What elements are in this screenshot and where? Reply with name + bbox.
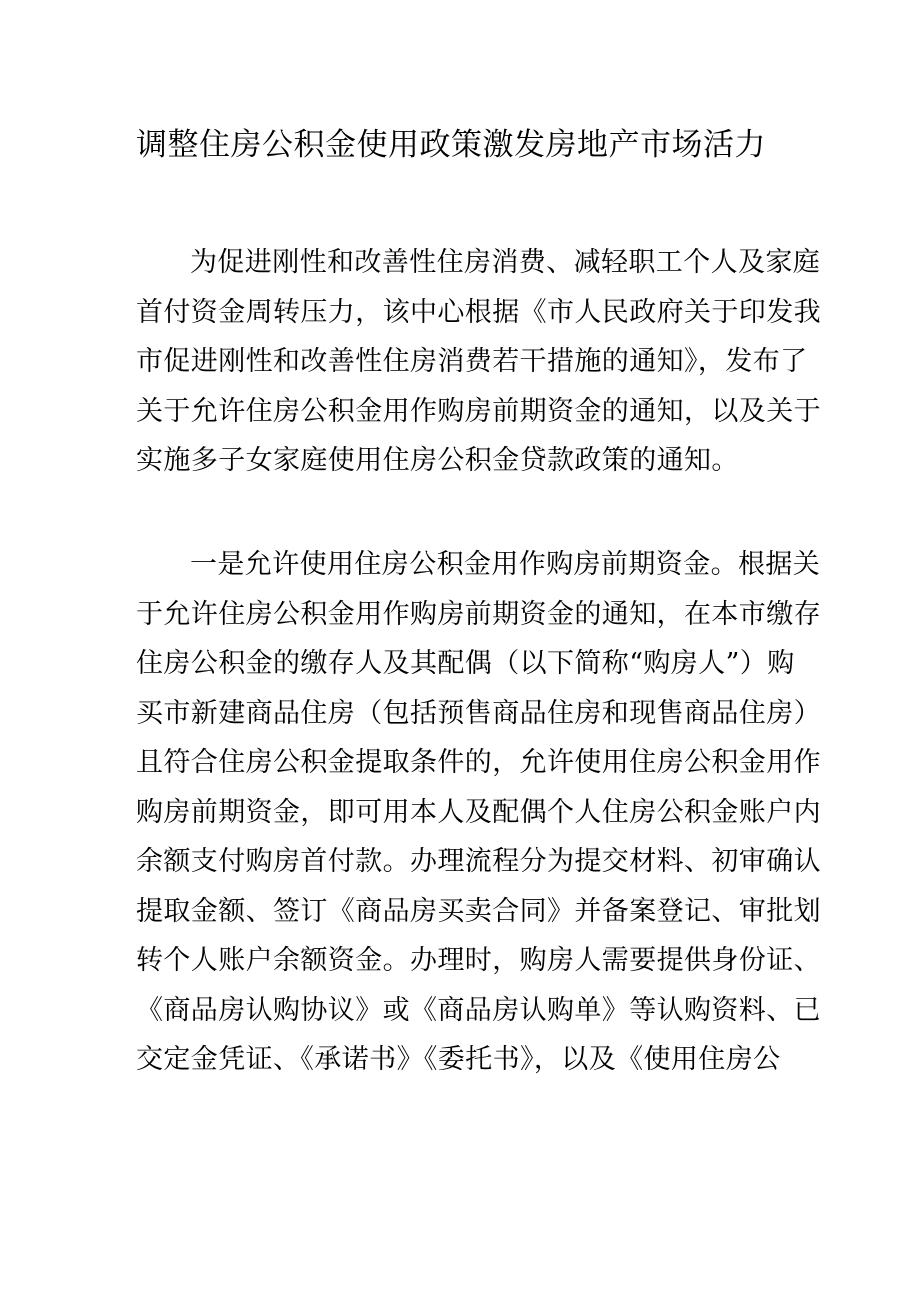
paragraph-line: 实施多子女家庭使用住房公积金贷款政策的通知。 [136,445,739,476]
paragraph-line: 转个人账户余额资金。办理时，购房人需要提供身份证、 [136,945,821,976]
paragraph-line: 购房前期资金，即可用本人及配偶个人住房公积金账户内 [136,796,821,828]
paragraph-line: 市促进刚性和改善性住房消费若干措施的通知》，发布了 [136,346,808,377]
paragraph-line: 《商品房认购协议》或《商品房认购单》等认购资料、已 [136,994,821,1026]
paragraph-line: 且符合住房公积金提取条件的，允许使用住房公积金用作 [136,747,821,778]
paragraph-line: 交定金凭证、《承诺书》《委托书》，以及《使用住房公 [136,1044,781,1075]
paragraph-line: 首付资金周转压力，该中心根据《市人民政府关于印发我 [136,296,821,328]
paragraph-policy-one [136,540,821,1085]
paragraph-line: 提取金额、签订《商品房买卖合同》并备案登记、审批划 [136,895,821,927]
paragraph-line: 余额支付购房首付款。办理流程分为提交材料、初审确认 [136,846,821,877]
paragraph-line: 买市新建商品住房（包括预售商品住房和现售商品住房） [136,697,821,729]
paragraph-line: 关于允许住房公积金用作购房前期资金的通知，以及关于 [136,395,821,427]
paragraph-line: 住房公积金的缴存人及其配偶（以下简称“购房人”）购 [136,648,795,679]
document-title: 调整住房公积金使用政策激发房地产市场活力 [136,127,766,163]
paragraph-line: 一是允许使用住房公积金用作购房前期资金。根据关 [190,549,821,580]
paragraph-intro [136,238,821,486]
paragraph-line: 为促进刚性和改善性住房消费、减轻职工个人及家庭 [190,247,821,278]
paragraph-line: 于允许住房公积金用作购房前期资金的通知，在本市缴存 [136,598,821,630]
